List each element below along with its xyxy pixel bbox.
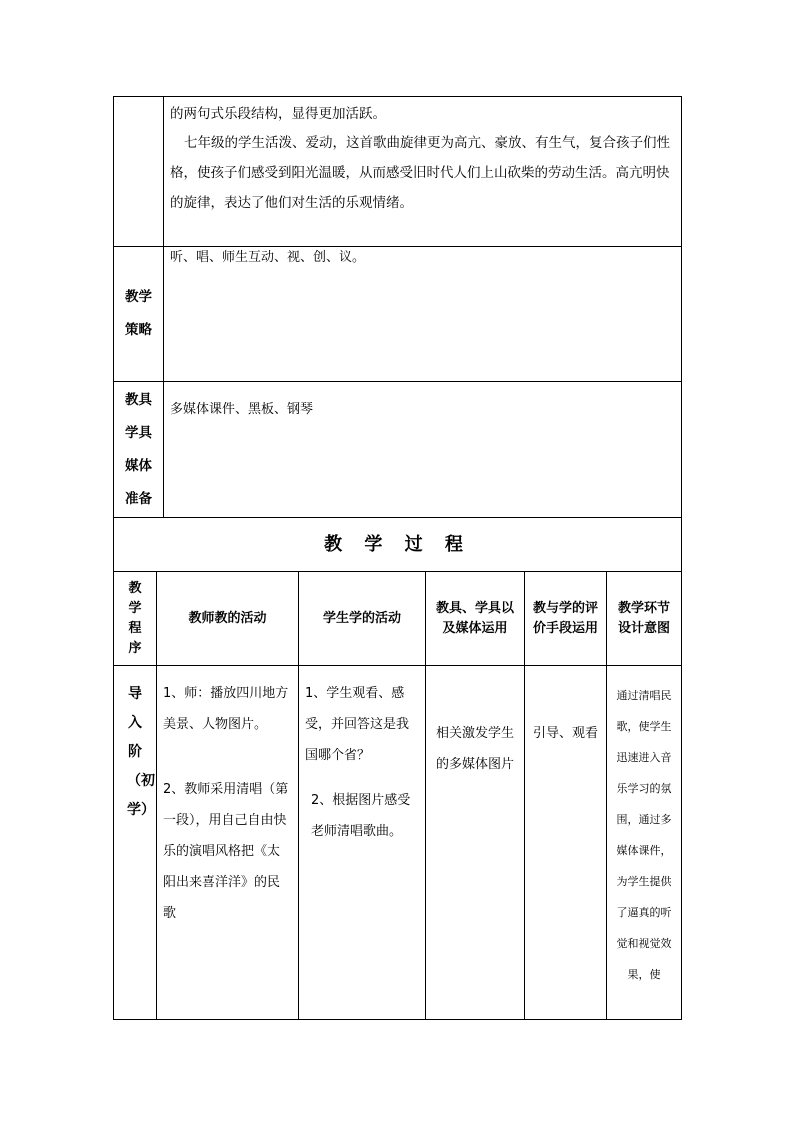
process-row-intro bbox=[114, 666, 682, 1020]
strategy-content-cell bbox=[164, 247, 682, 382]
top-paragraph-1: 的两句式乐段结构，显得更加活跃。 bbox=[170, 106, 386, 122]
media-cell bbox=[426, 666, 525, 1020]
stage-label: 导入阶（初学） bbox=[127, 686, 155, 818]
strategy-label-cell bbox=[114, 247, 164, 382]
top-paragraph-2: 七年级的学生活泼、爱动，这首歌曲旋律更为高亢、豪放、有生气，复合孩子们性格，使孩子们感受到阳光温暖，从而感受旧时代人们上山砍柴的劳动生活。高亢明快的旋律，表达了他们对生活的乐观情绪。 bbox=[170, 135, 670, 211]
process-header-row bbox=[114, 572, 682, 666]
media-usage: 相关激发学生的多媒体图片 bbox=[435, 726, 514, 772]
teacher-activity-2: 2、教师采用清唱（第一段），用自己自由快乐的演唱风格把《太阳出来喜洋洋》的民歌 bbox=[163, 782, 289, 921]
tools-content: 多媒体课件、黑板、钢琴 bbox=[170, 402, 314, 417]
header-teacher-text: 教师教的活动 bbox=[188, 610, 267, 626]
strategy-row bbox=[114, 247, 682, 382]
teacher-activity-1: 1、师：播放四川地方美景、人物图片。 bbox=[163, 686, 289, 732]
header-col-student bbox=[299, 572, 426, 666]
evaluation-cell bbox=[525, 666, 607, 1020]
stage-cell bbox=[114, 666, 157, 1020]
strategy-content: 听、唱、师生互动、视、创、议。 bbox=[170, 250, 366, 265]
strategy-label-line-1: 教学 bbox=[125, 289, 152, 305]
top-section-label-cell bbox=[114, 97, 164, 247]
student-activity-cell bbox=[299, 666, 426, 1020]
top-section-content bbox=[164, 97, 682, 247]
lesson-plan-table bbox=[113, 96, 682, 1020]
tools-label-line-3: 媒体 bbox=[125, 457, 152, 474]
student-activity-1: 1、学生观看、感受，并回答这是我国哪个省？ bbox=[305, 686, 410, 763]
tools-label-line-4: 准备 bbox=[125, 490, 152, 507]
header-student-text: 学生学的活动 bbox=[322, 610, 401, 626]
process-title: 教 学 过 程 bbox=[324, 533, 471, 555]
header-evaluation-text: 教与学的评价手段运用 bbox=[533, 600, 599, 636]
header-col-media bbox=[426, 572, 525, 666]
header-stage-text: 教学程序 bbox=[128, 580, 142, 656]
header-media-text: 教具、学具以及媒体运用 bbox=[435, 600, 514, 636]
tools-label-line-1: 教具 bbox=[125, 391, 152, 408]
student-activity-2: 2、根据图片感受老师清唱歌曲。 bbox=[311, 793, 411, 839]
header-col-teacher bbox=[157, 572, 299, 666]
header-intent-text: 教学环节设计意图 bbox=[617, 600, 670, 636]
evaluation-method: 引导、观看 bbox=[533, 726, 599, 741]
tools-label-line-2: 学具 bbox=[125, 424, 152, 441]
process-title-cell bbox=[114, 518, 682, 572]
header-col-intent bbox=[607, 572, 682, 666]
tools-label-cell bbox=[114, 382, 164, 518]
header-col-evaluation bbox=[525, 572, 607, 666]
process-title-row bbox=[114, 518, 682, 572]
top-section-row bbox=[114, 97, 682, 247]
strategy-label-line-2: 策略 bbox=[125, 322, 152, 338]
design-intent: 通过清唱民歌，使学生迅速进入音乐学习的氛围，通过多媒体课件，为学生提供了逼真的听觉和视觉效果，使 bbox=[616, 689, 672, 981]
intent-cell bbox=[607, 666, 682, 1020]
tools-row bbox=[114, 382, 682, 518]
header-col-stage bbox=[114, 572, 157, 666]
tools-content-cell bbox=[164, 382, 682, 518]
teacher-activity-cell bbox=[157, 666, 299, 1020]
